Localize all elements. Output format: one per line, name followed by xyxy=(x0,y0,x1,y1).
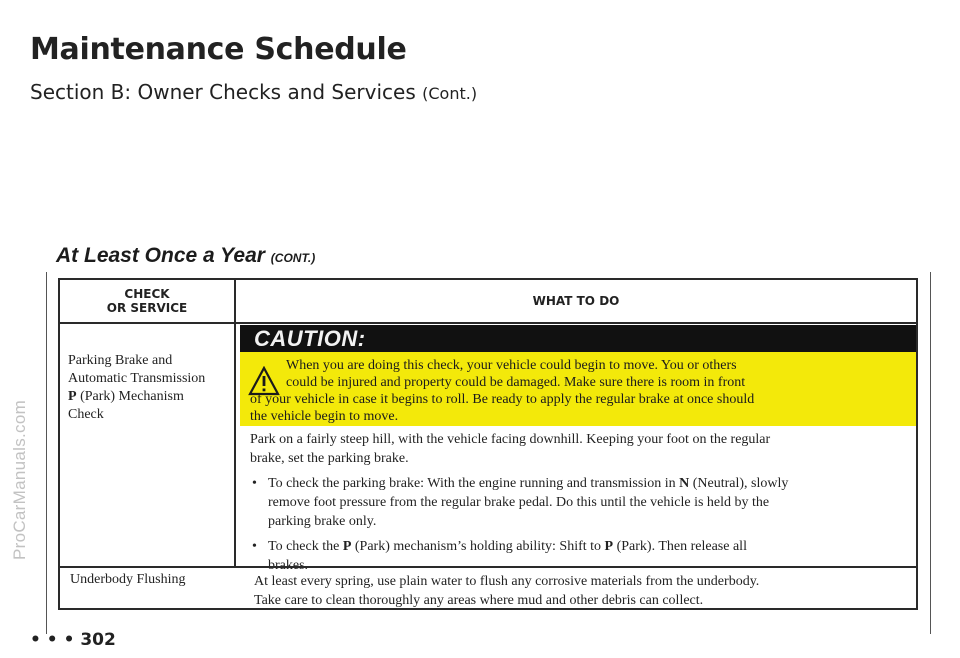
caution-line: When you are doing this check, your vehicle could begin to move. You or others xyxy=(286,358,737,373)
caution-box xyxy=(240,352,916,426)
underbody-description xyxy=(254,572,910,610)
instruction-line: Park on a fairly steep hill, with the vehicle facing downhill. Keeping your foot on the regular xyxy=(250,432,771,447)
item-line-park xyxy=(68,388,238,406)
caution-label: CAUTION: xyxy=(254,326,366,351)
instruction-line: brake, set the parking brake. xyxy=(250,451,409,466)
bullet-text: To check the parking brake: With the engine running and transmission in xyxy=(268,476,680,491)
section-title xyxy=(30,80,477,104)
neutral-letter: N xyxy=(679,476,690,491)
bullet-dot: • xyxy=(252,539,257,554)
page-number: • • • 302 xyxy=(30,630,116,650)
header-check-or-service xyxy=(60,280,236,322)
caution-text xyxy=(250,357,890,425)
table-header-row xyxy=(60,280,916,324)
bullet-parking-brake xyxy=(250,474,906,531)
item-line: Parking Brake and xyxy=(68,353,173,368)
caution-header-bar xyxy=(240,325,916,352)
page-title: Maintenance Schedule xyxy=(30,32,407,67)
frequency-cont: (CONT.) xyxy=(270,251,316,265)
caution-line: of your vehicle in case it begins to roll. Be ready to apply the regular brake at once should xyxy=(250,392,755,407)
bullet-text: (Park). Then release all xyxy=(613,539,747,554)
bullet-line xyxy=(268,474,906,493)
park-letter: P xyxy=(342,539,352,554)
parking-brake-instructions xyxy=(250,430,906,581)
bullet-line: parking brake only. xyxy=(268,514,377,529)
bullet-dot: • xyxy=(252,476,257,491)
park-letter: P xyxy=(68,389,77,404)
watermark-text: ProCarManuals.com xyxy=(10,399,29,560)
item-line: Check xyxy=(68,407,104,422)
caution-line: could be injured and property could be damaged. Make sure there is room in front xyxy=(286,375,746,390)
maintenance-table xyxy=(58,278,918,610)
bullet-line: remove foot pressure from the regular brake pedal. Do this until the vehicle is held by the xyxy=(268,495,770,510)
left-margin-rule xyxy=(46,272,47,634)
bullet-text: To check the xyxy=(268,539,343,554)
description-line: At least every spring, use plain water to flush any corrosive materials from the underbody. xyxy=(254,574,760,589)
bullet-line xyxy=(268,537,906,556)
instruction-paragraph xyxy=(250,430,906,468)
frequency-heading-text: At Least Once a Year xyxy=(56,244,265,267)
description-line: Take care to clean thoroughly any areas where mud and other debris can collect. xyxy=(254,593,704,608)
bullet-text: (Neutral), slowly xyxy=(689,476,789,491)
header-what-to-do: WHAT TO DO xyxy=(532,294,620,308)
watermark xyxy=(0,0,29,658)
row-parking-brake-item xyxy=(68,352,238,424)
row-divider xyxy=(60,566,916,568)
park-rest: (Park) Mechanism xyxy=(76,389,184,404)
park-letter: P xyxy=(604,539,614,554)
bullet-text: (Park) mechanism’s holding ability: Shift to xyxy=(351,539,605,554)
row-underbody-item: Underbody Flushing xyxy=(70,572,186,587)
item-line: Automatic Transmission xyxy=(68,371,206,386)
section-title-text: Section B: Owner Checks and Services xyxy=(30,80,416,104)
right-margin-rule xyxy=(930,272,931,634)
frequency-heading xyxy=(56,244,315,268)
section-cont: (Cont.) xyxy=(422,84,478,103)
header-check-line2: OR SERVICE xyxy=(106,301,188,315)
bullet-park-mechanism xyxy=(250,537,906,575)
header-check-line1: CHECK xyxy=(124,287,170,301)
caution-line: the vehicle begin to move. xyxy=(250,409,399,424)
